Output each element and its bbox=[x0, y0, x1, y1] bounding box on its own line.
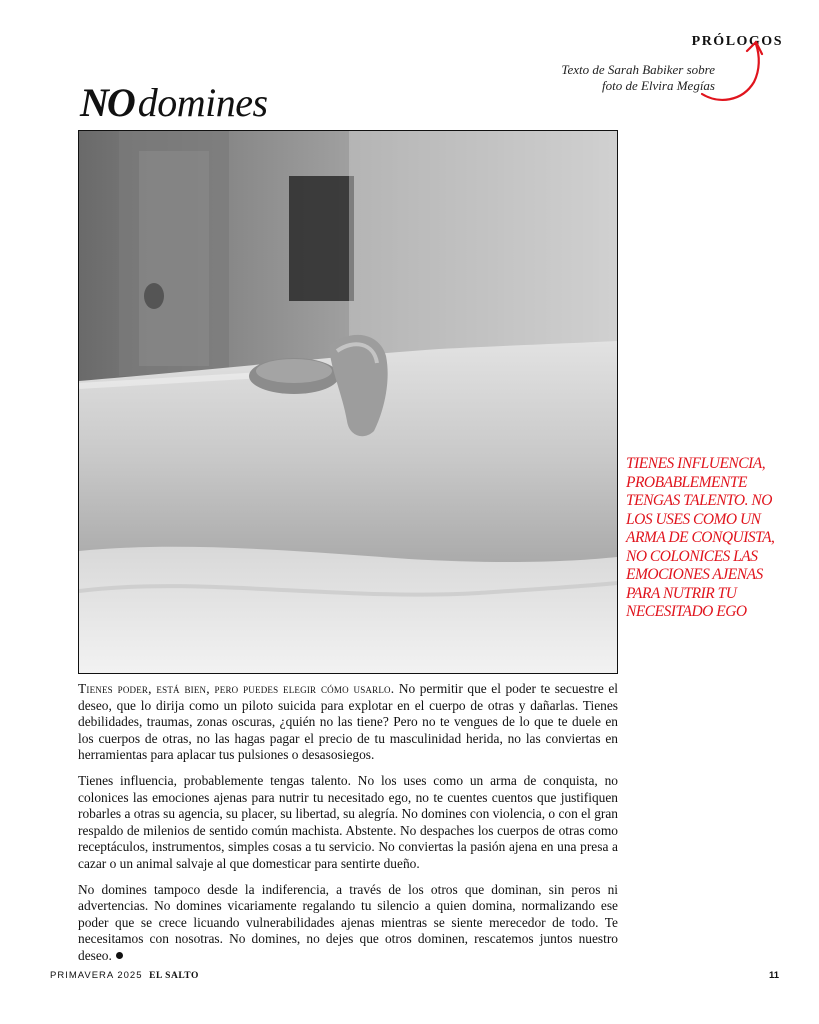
section-label: PRÓLOGOS bbox=[691, 34, 783, 49]
end-mark-icon bbox=[116, 952, 123, 959]
article-body bbox=[78, 681, 618, 974]
title-caps: NO bbox=[80, 80, 134, 125]
paragraph-1-text: No permitir que el poder te secuestre el deseo, que lo dirija como un piloto suicida para explotar en el cuerpo de otras y dañarlas. Tienes debilidades, traumas, zonas oscuras, ¿quién no las tiene? Pero no te vengues de lo que te duele en los cuerpos de otras, no las hagas pagar el precio de tu masculinidad herida, no las conviertas en herramientas para aplacar tus pulsiones o desasosiegos. bbox=[78, 681, 619, 763]
byline-photographer: foto de Elvira Megías bbox=[601, 78, 715, 93]
title-rest: domines bbox=[137, 80, 268, 125]
paragraph-3 bbox=[78, 882, 618, 965]
photo-illustration bbox=[79, 131, 617, 673]
byline bbox=[495, 62, 715, 94]
paragraph-2: Tienes influencia, probablemente tengas talento. No los uses como un arma de conquista, no colonices las emociones ajenas para nutrir tu necesitado ego, no te cuentes cuentos que justifiquen robarles a otras su agencia, su placer, su libertad, su alegría. No domines con violencia, o con el gran respaldo de milenios de sentido común machista. Abstente. No despaches los cuerpos de otras como receptáculos, instrumentos, simples cosas a tu servicio. No conviertas la pasión ajena en una presa a cazar o un animal salvaje al que domesticar para sentirte dueño. bbox=[78, 772, 618, 871]
byline-author: Texto de Sarah Babiker sobre bbox=[561, 62, 715, 77]
page-number: 11 bbox=[768, 970, 779, 981]
pull-quote: TIENES INFLUENCIA, PROBABLEMENTE TENGAS TALENTO. NO LOS USES COMO UN ARMA DE CONQUISTA, NO COLONICES LAS EMOCIONES AJENAS PARA NUTRIR TU NECESITADO EGO bbox=[626, 455, 775, 620]
article-photo bbox=[78, 130, 618, 674]
paragraph-3-text: No domines tampoco desde la indiferencia, a través de los otros que dominan, sin peros ni advertencias. No domines vicariamente regalando tu silencio a quien domina, normalizando ese poder que se crece licuando vulnerabilidades ajenas mientras se siente merecedor de todo. Te necesitamos con nosotras. No domines, no dejes que otros dominen, rescatemos juntos nuestro deseo. bbox=[78, 881, 618, 963]
issue-label: PRIMAVERA 2025 bbox=[50, 970, 143, 981]
magazine-name: EL SALTO bbox=[149, 971, 199, 981]
footer-issue bbox=[50, 970, 199, 981]
paragraph-1 bbox=[78, 681, 618, 764]
article-title bbox=[80, 80, 268, 126]
lead-in: Tienes poder, está bien, pero puedes elegir cómo usarlo. bbox=[78, 681, 395, 696]
